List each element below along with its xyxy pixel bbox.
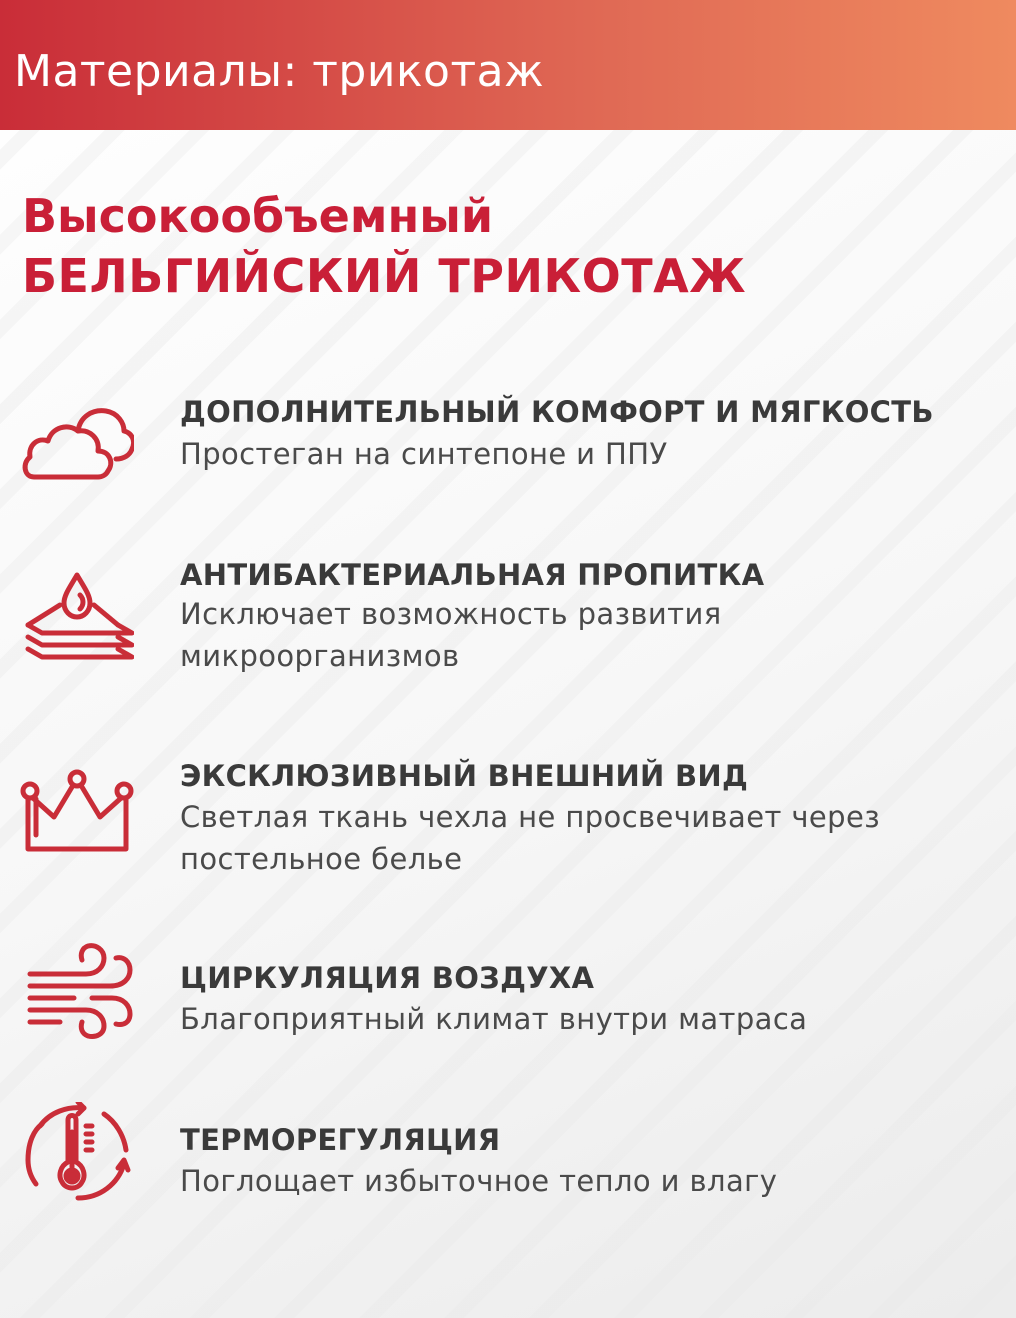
thermometer-icon (20, 1102, 134, 1202)
wind-icon (20, 940, 134, 1040)
feature-description: Исключает возможность развития микроорганизмов (180, 597, 722, 673)
header-banner (0, 0, 1016, 130)
crown-icon (20, 760, 134, 860)
feature-title: ЭКСКЛЮЗИВНЫЙ ВНЕШНИЙ ВИД (180, 759, 749, 793)
headline (22, 186, 746, 306)
fabric-drop-icon (20, 567, 134, 667)
feature-title: АНТИБАКТЕРИАЛЬНАЯ ПРОПИТКА (180, 558, 765, 592)
banner-title: Материалы: трикотаж (14, 46, 545, 97)
feature-description: Поглощает избыточное тепло и влагу (180, 1164, 778, 1198)
headline-line-2: БЕЛЬГИЙСКИЙ ТРИКОТАЖ (22, 249, 747, 303)
feature-description: Благоприятный климат внутри матраса (180, 1002, 808, 1036)
feature-title: ТЕРМОРЕГУЛЯЦИЯ (180, 1123, 501, 1157)
feature-title: ЦИРКУЛЯЦИЯ ВОЗДУХА (180, 961, 595, 995)
headline-line-1: Высокообъемный (22, 189, 494, 243)
feature-title: ДОПОЛНИТЕЛЬНЫЙ КОМФОРТ И МЯГКОСТЬ (180, 395, 934, 429)
feature-description: Светлая ткань чехла не просвечивает через постельное белье (180, 800, 881, 876)
clouds-icon (20, 396, 134, 496)
feature-description: Простеган на синтепоне и ППУ (180, 437, 668, 471)
